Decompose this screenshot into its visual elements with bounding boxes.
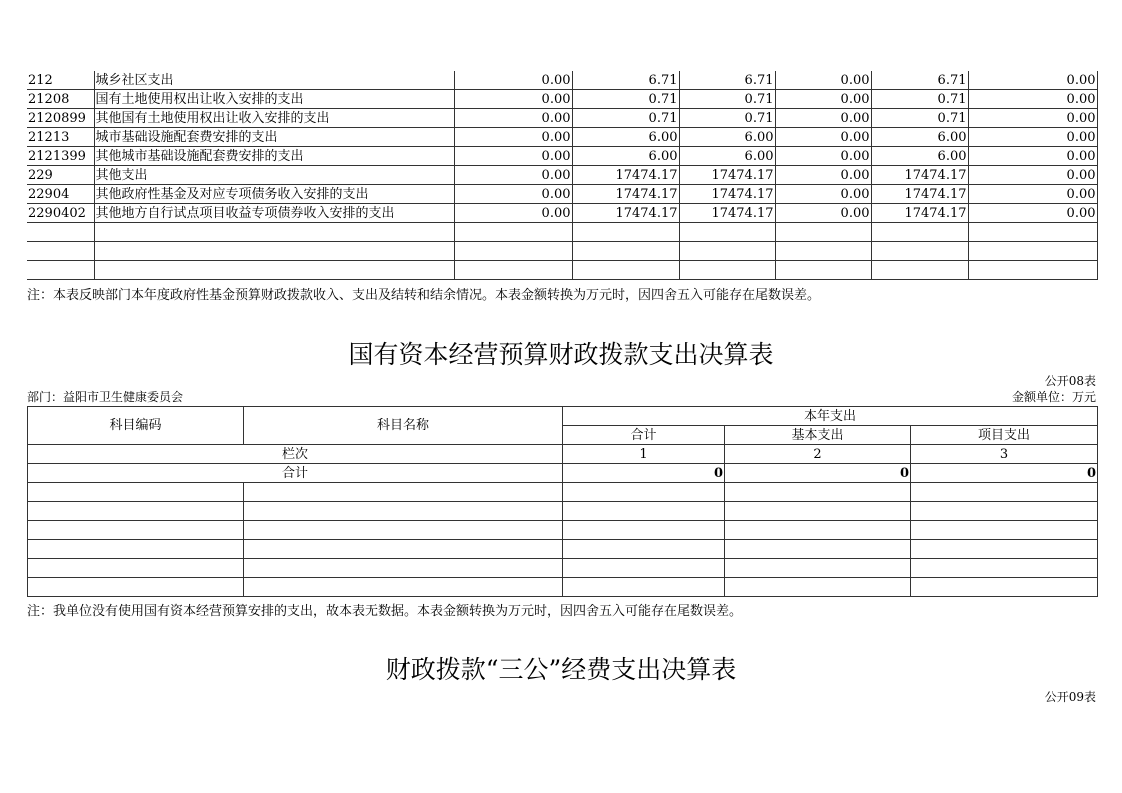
amount-cell: 0.00: [775, 71, 871, 90]
subject-code: 21208: [27, 90, 94, 109]
fund-table-note: 注：本表反映部门本年度政府性基金预算财政拨款收入、支出及结转和结余情况。本表金额转换为万元时，因四舍五入可能存在尾数误差。: [27, 288, 821, 303]
amount-cell: 0.00: [454, 204, 572, 223]
header-basic: 基本支出: [725, 426, 911, 445]
table-row: [27, 147, 1097, 166]
amount-cell: 6.00: [871, 128, 968, 147]
amount-cell: 0.00: [775, 185, 871, 204]
amount-cell: 6.71: [871, 71, 968, 90]
column-index-3: 3: [911, 445, 1098, 464]
subject-code: 2290402: [27, 204, 94, 223]
amount-cell: 6.71: [679, 71, 775, 90]
empty-row: [27, 242, 1097, 261]
table-row: [27, 71, 1097, 90]
subject-code: 229: [27, 166, 94, 185]
empty-row: [28, 521, 1098, 540]
subject-name: 其他城市基础设施配套费安排的支出: [94, 147, 454, 166]
amount-cell: 0.00: [454, 109, 572, 128]
subject-name: 其他国有土地使用权出让收入安排的支出: [94, 109, 454, 128]
fund-budget-table-body: [27, 71, 1097, 280]
amount-cell: 0.71: [572, 109, 679, 128]
subject-name: 其他支出: [94, 166, 454, 185]
amount-cell: 0.00: [454, 71, 572, 90]
amount-unit-label: 金额单位：万元: [1011, 390, 1096, 404]
amount-cell: 0.71: [679, 109, 775, 128]
amount-cell: 17474.17: [679, 185, 775, 204]
total-row-label: 合计: [28, 464, 563, 483]
amount-cell: 0.00: [968, 128, 1097, 147]
amount-cell: 0.71: [679, 90, 775, 109]
table-row: [27, 128, 1097, 147]
amount-cell: 0.00: [968, 185, 1097, 204]
amount-cell: 0.00: [968, 204, 1097, 223]
total-value-2: 0: [725, 464, 911, 483]
amount-cell: 0.00: [968, 147, 1097, 166]
amount-cell: 0.00: [775, 166, 871, 185]
subject-name: 城市基础设施配套费安排的支出: [94, 128, 454, 147]
empty-row: [28, 559, 1098, 578]
column-index-1: 1: [563, 445, 725, 464]
total-value-3: 0: [911, 464, 1098, 483]
header-current-year: 本年支出: [563, 407, 1098, 426]
form-number-08: 公开08表: [1044, 374, 1096, 388]
subject-name: 其他政府性基金及对应专项债务收入安排的支出: [94, 185, 454, 204]
subject-code: 2120899: [27, 109, 94, 128]
amount-cell: 0.71: [871, 109, 968, 128]
department-label: 部门：益阳市卫生健康委员会: [27, 390, 184, 404]
state-capital-table: [27, 406, 1098, 597]
header-total: 合计: [563, 426, 725, 445]
subject-code: 22904: [27, 185, 94, 204]
state-capital-table-note: 注：我单位没有使用国有资本经营预算安排的支出，故本表无数据。本表金额转换为万元时，因四舍五入可能存在尾数误差。: [27, 604, 743, 619]
amount-cell: 0.00: [454, 185, 572, 204]
subject-code: 212: [27, 71, 94, 90]
amount-cell: 6.00: [572, 128, 679, 147]
amount-cell: 0.00: [775, 128, 871, 147]
amount-cell: 6.00: [871, 147, 968, 166]
header-project: 项目支出: [911, 426, 1098, 445]
amount-cell: 0.00: [968, 71, 1097, 90]
amount-cell: 6.00: [679, 128, 775, 147]
amount-cell: 17474.17: [572, 185, 679, 204]
amount-cell: 0.00: [968, 109, 1097, 128]
fund-budget-table: [27, 71, 1098, 280]
amount-cell: 0.00: [454, 90, 572, 109]
table-row: [27, 90, 1097, 109]
amount-cell: 6.00: [679, 147, 775, 166]
amount-cell: 17474.17: [679, 166, 775, 185]
amount-cell: 0.00: [454, 147, 572, 166]
amount-cell: 0.71: [572, 90, 679, 109]
header-code: 科目编码: [28, 407, 244, 445]
table-row: [27, 166, 1097, 185]
form-number-09: 公开09表: [1044, 690, 1096, 704]
column-index-2: 2: [725, 445, 911, 464]
empty-row: [28, 502, 1098, 521]
table-row: [27, 109, 1097, 128]
subject-name: 其他地方自行试点项目收益专项债券收入安排的支出: [94, 204, 454, 223]
amount-cell: 0.00: [775, 204, 871, 223]
amount-cell: 0.00: [968, 166, 1097, 185]
column-index-label: 栏次: [28, 445, 563, 464]
amount-cell: 6.00: [572, 147, 679, 166]
subject-name: 国有土地使用权出让收入安排的支出: [94, 90, 454, 109]
empty-row: [28, 540, 1098, 559]
empty-row: [27, 223, 1097, 242]
amount-cell: 0.00: [454, 128, 572, 147]
state-capital-table-title: 国有资本经营预算财政拨款支出决算表: [348, 340, 774, 369]
amount-cell: 17474.17: [572, 166, 679, 185]
empty-row: [28, 483, 1098, 502]
table-row: [27, 204, 1097, 223]
amount-cell: 0.00: [775, 147, 871, 166]
subject-code: 2121399: [27, 147, 94, 166]
subject-code: 21213: [27, 128, 94, 147]
total-value-1: 0: [563, 464, 725, 483]
three-public-table-title: 财政拨款“三公”经费支出决算表: [385, 655, 737, 684]
subject-name: 城乡社区支出: [94, 71, 454, 90]
table-row: [27, 185, 1097, 204]
amount-cell: 0.71: [871, 90, 968, 109]
amount-cell: 17474.17: [572, 204, 679, 223]
amount-cell: 17474.17: [871, 166, 968, 185]
empty-row: [28, 578, 1098, 597]
amount-cell: 0.00: [775, 109, 871, 128]
amount-cell: 17474.17: [679, 204, 775, 223]
amount-cell: 6.71: [572, 71, 679, 90]
header-name: 科目名称: [244, 407, 563, 445]
empty-row: [27, 261, 1097, 280]
amount-cell: 0.00: [454, 166, 572, 185]
amount-cell: 0.00: [775, 90, 871, 109]
amount-cell: 17474.17: [871, 185, 968, 204]
amount-cell: 17474.17: [871, 204, 968, 223]
amount-cell: 0.00: [968, 90, 1097, 109]
